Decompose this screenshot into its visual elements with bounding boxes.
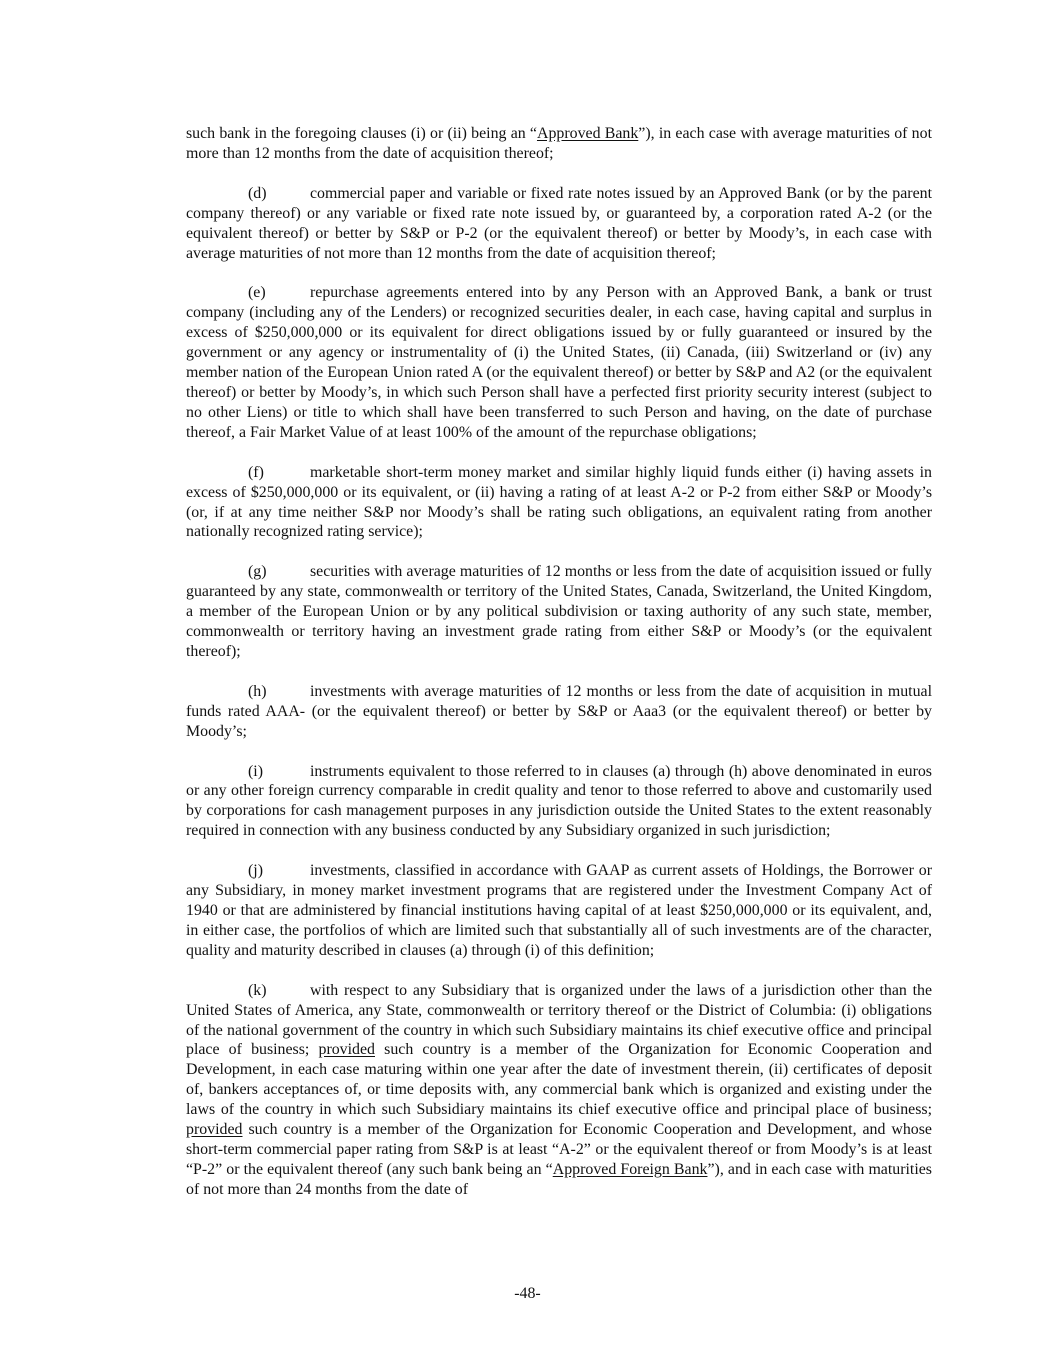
clause-text: securities with average maturities of 12 months or less from the date of acquisition issued or fully guaranteed by any state, commonwealth or territory of the United States, Canada, Switzerland, the United Kingdom, a member of the European Union or by any political subdivision or taxing authority of any such state, member, commonwealth or territory having an investment grade rating from either S&P or Moody’s (or the equivalent thereof); [186,563,932,660]
document-body [186,124,932,1220]
clause-label: (d) [248,184,267,202]
clause-text: with respect to any Subsidiary that is organized under the laws of a jurisdiction other than the United States of America, any State, commonwealth or territory thereof or the District of Columbia: (i) obligations of the national government of the country in which such Subsidiary maintains its chief executive office and principal place of business; [186,981,932,1059]
clause-text: investments with average maturities of 12 months or less from the date of acquisition in mutual funds rated AAA- (or the equivalent thereof) or better by S&P or Aaa3 (or the equivalent thereof) or better by Moody’s; [186,682,932,740]
clause-j [186,861,932,961]
clause-text: such country is a member of the Organization for Economic Cooperation and Development, in each case maturing within one year after the date of investment therein, (ii) certificates of deposit of, bankers acceptances of, or time deposits with, any commercial bank which is organized and existing under the laws of the country in which such Subsidiary maintains its chief executive office and principal place of business; [186,1041,932,1119]
clause-text: marketable short-term money market and similar highly liquid funds either (i) having assets in excess of $250,000,000 or its equivalent, or (ii) having a rating of at least A-2 or P-2 from either S&P or Moody’s (or, if at any time neither S&P nor Moody’s shall be rating such obligations, an equivalent rating from another nationally recognized rating service); [186,463,932,541]
clause-label: (i) [248,762,263,780]
paragraph-text: such bank in the foregoing clauses (i) or (ii) being an “ [186,125,537,142]
clause-text: investments, classified in accordance with GAAP as current assets of Holdings, the Borrower or any Subsidiary, in money market investment programs that are registered under the Investment Company Act of 1940 or that are administered by financial institutions having capital of at least $250,000,000 or its equivalent, and, in either case, the portfolios of which are limited such that substantially all of such investments are of the character, quality and maturity described in clauses (a) through (i) of this definition; [186,862,932,959]
clause-label: (e) [248,284,266,302]
clause-k [186,981,932,1200]
defined-term-provided: provided [186,1121,243,1139]
paragraph-text: ”), in each case with average maturities of not more than 12 months from the date of acquisition thereof; [186,125,932,162]
clause-text: repurchase agreements entered into by any Person with an Approved Bank, a bank or trust company (including any of the Lenders) or recognized securities dealer, in each case, having capital and surplus in excess of $250,000,000 or its equivalent for direct obligations issued by or fully guaranteed or insured by the government or any agency or instrumentality of (i) the United States, (ii) Canada, (iii) Switzerland or (iv) any member nation of the European Union rated A (or the equivalent thereof) or better by S&P and A2 (or the equivalent thereof) or better by Moody’s, in which such Person shall have a perfected first priority security interest (subject to no other Liens) or title to which shall have been transferred to such Person and having, on the date of purchase thereof, a Fair Market Value of at least 100% of the amount of the repurchase obligations; [186,284,932,441]
clause-text: commercial paper and variable or fixed rate notes issued by an Approved Bank (or by the parent company thereof) or any variable or fixed rate note issued by, or guaranteed by, a corporation rated A-2 (or the equivalent thereof) or better by S&P or P-2 (or the equivalent thereof) or better by Moody’s, in each case with average maturities of not more than 12 months from the date of acquisition thereof; [186,184,932,262]
clause-label: (j) [248,862,263,880]
paragraph-continuation [186,124,932,164]
clause-g [186,562,932,662]
clause-d [186,184,932,264]
clause-text: instruments equivalent to those referred to in clauses (a) through (h) above denominated in euros or any other foreign currency comparable in credit quality and tenor to those referred to above and customarily used by corporations for cash management purposes in any jurisdiction outside the United States to the extent reasonably required in connection with any business conducted by any Subsidiary organized in such jurisdiction; [186,762,932,840]
clause-text: such country is a member of the Organization for Economic Cooperation and Development, and whose short-term commercial paper rating from S&P is at least “A-2” or the equivalent thereof or from Moody’s is at least “P-2” or the equivalent thereof (any such bank being an “ [186,1121,932,1178]
defined-term-approved-bank: Approved Bank [536,125,639,142]
clause-label: (k) [248,981,267,999]
clause-h [186,682,932,742]
defined-term-provided: provided [318,1041,375,1059]
clause-label: (f) [248,463,264,481]
page-number: -48- [514,1285,541,1302]
clause-f [186,463,932,543]
clause-text: ”), and in each case with maturities of not more than 24 months from the date of [186,1160,932,1198]
clause-e [186,283,932,442]
clause-i [186,762,932,842]
defined-term-approved-foreign-bank: Approved Foreign Bank [552,1160,708,1178]
clause-label: (g) [248,563,267,581]
clause-label: (h) [248,682,267,700]
